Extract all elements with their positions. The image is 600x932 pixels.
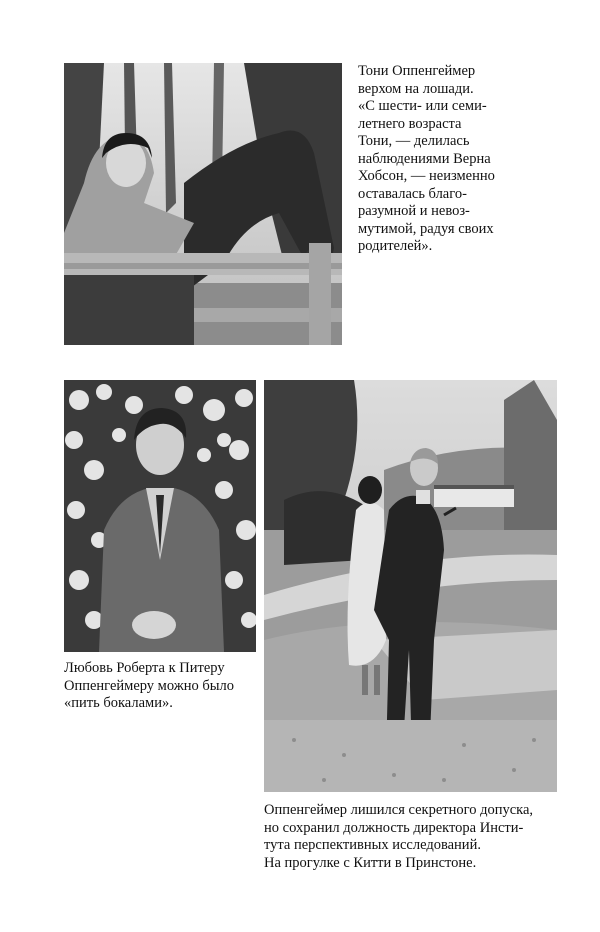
caption-line: верхом на лошади. (358, 80, 474, 97)
photo-princeton-walk (264, 380, 557, 792)
caption-line: Оппенгеймер лишился секретного допуска, (264, 802, 534, 818)
photo-toni-on-horse (64, 63, 342, 345)
caption-line: мутимой, радуя своих (358, 220, 494, 237)
caption-line: летнего возраста (358, 115, 462, 132)
caption-line: Хобсон, — неизменно (358, 168, 495, 184)
photo-peter-oppenheimer (64, 380, 256, 652)
caption-line: Любовь Роберта к Питеру (64, 660, 225, 676)
caption-toni (358, 63, 495, 256)
caption-line: «пить бокалами». (64, 695, 173, 711)
caption-line: оставалась благо- (358, 185, 467, 202)
caption-line: родителей». (358, 238, 433, 254)
caption-line: «С шести- или семи- (358, 98, 487, 114)
caption-line: наблюдениями Верна (358, 150, 491, 167)
caption-line: тута перспективных исследований. (264, 837, 481, 853)
caption-princeton (264, 802, 533, 872)
caption-line: Тони Оппенгеймер (358, 63, 476, 79)
caption-line: На прогулке с Китти в Принстоне. (264, 854, 477, 871)
caption-line: разумной и невоз- (358, 203, 470, 219)
caption-line: Оппенгеймеру можно было (64, 677, 235, 694)
caption-line: но сохранил должность директора Инсти- (264, 819, 524, 836)
caption-peter (64, 660, 234, 713)
caption-line: Тони, — делилась (358, 133, 470, 149)
